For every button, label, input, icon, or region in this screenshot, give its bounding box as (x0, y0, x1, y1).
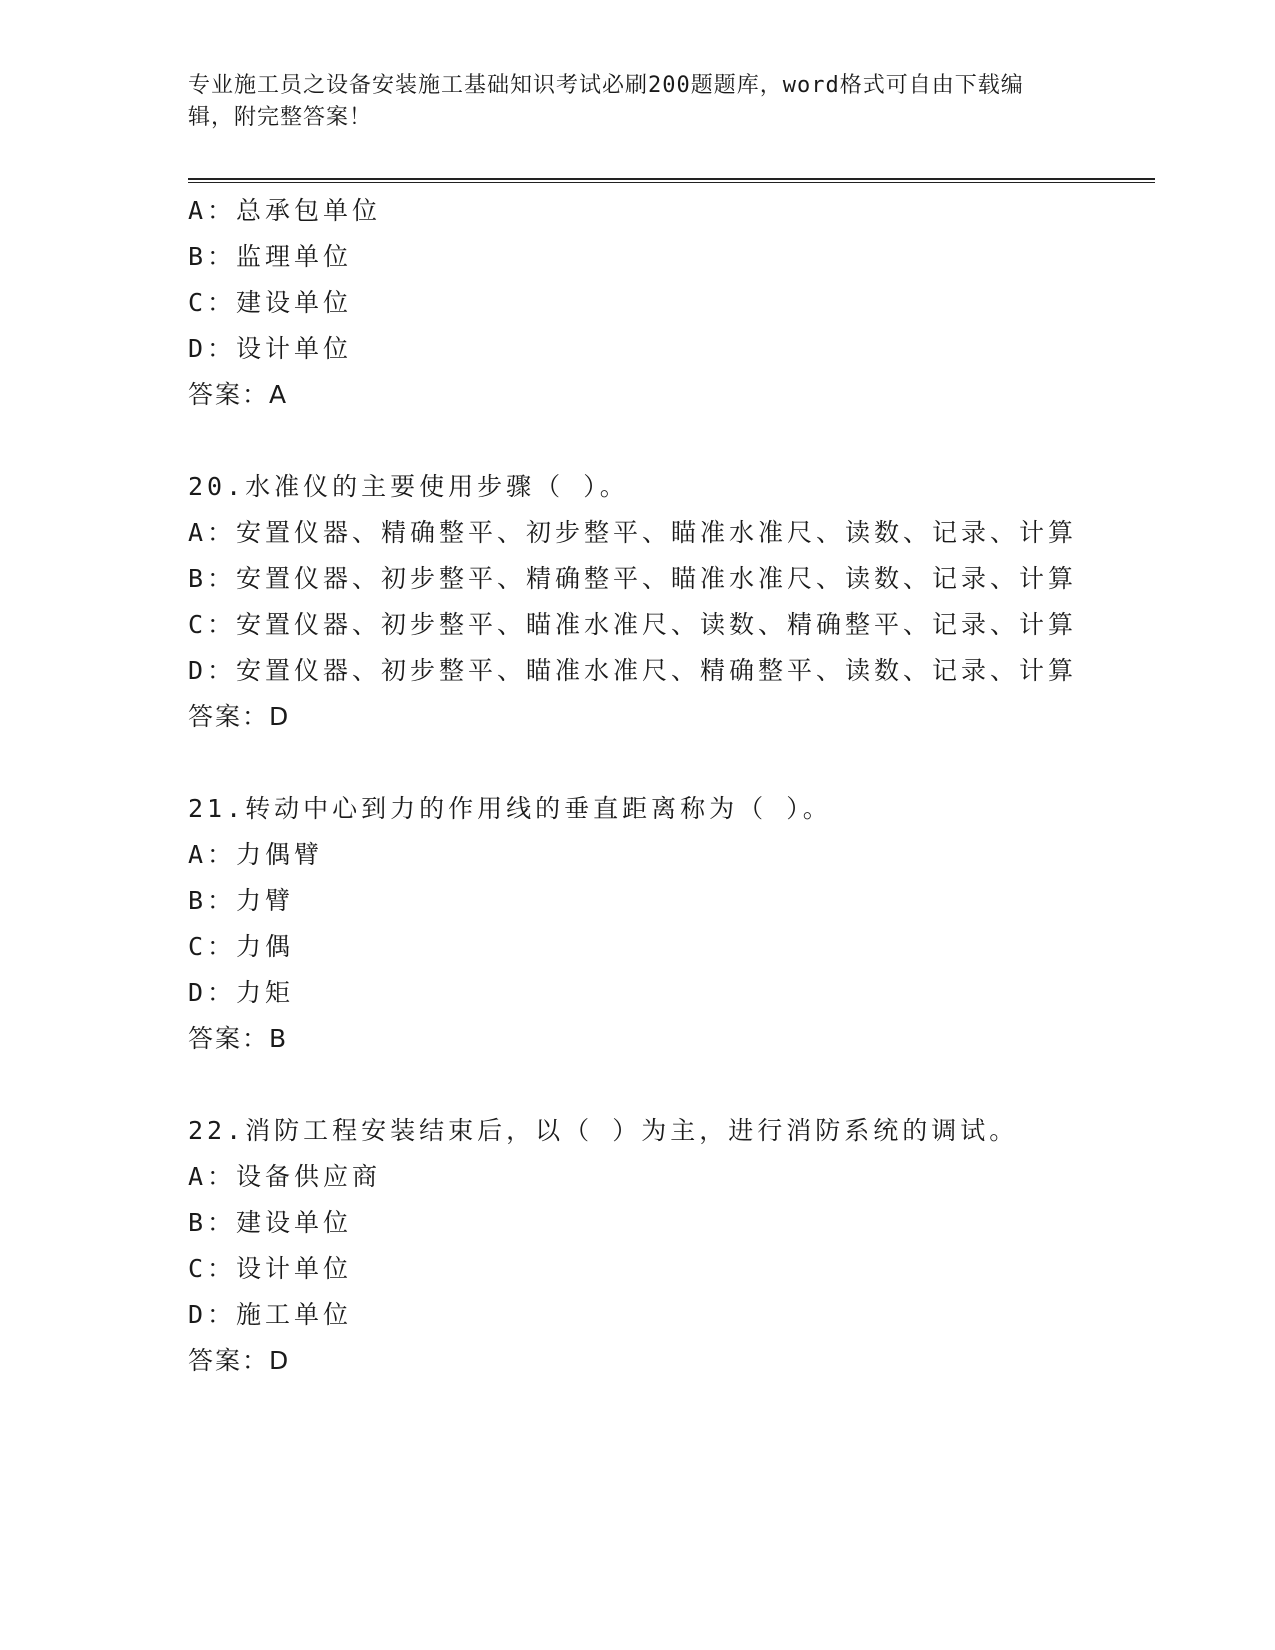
question-stem: 20.水准仪的主要使用步骤（ ）。 (188, 472, 629, 501)
answer-line: 答案：A (188, 380, 289, 409)
option-b: B：力臂 (188, 886, 295, 915)
answer-line: 答案：B (188, 1024, 289, 1053)
spacer (188, 1062, 1148, 1108)
option-d: D：施工单位 (188, 1300, 353, 1329)
question-stem: 21.转动中心到力的作用线的垂直距离称为（ ）。 (188, 794, 832, 823)
option-c: C：设计单位 (188, 1254, 353, 1283)
answer-line: 答案：D (188, 702, 291, 731)
option-d: D：设计单位 (188, 334, 353, 363)
question-stem: 22.消防工程安装结束后，以（ ）为主，进行消防系统的调试。 (188, 1116, 1019, 1145)
question-21 (188, 786, 1148, 1062)
option-a: A：设备供应商 (188, 1162, 382, 1191)
option-d: D：安置仪器、初步整平、瞄准水准尺、精确整平、读数、记录、计算 (188, 656, 1078, 685)
option-a: A：力偶臂 (188, 840, 324, 869)
question-19-continued (188, 188, 1148, 418)
option-b: B：建设单位 (188, 1208, 353, 1237)
question-22 (188, 1108, 1148, 1384)
option-b: B：安置仪器、初步整平、精确整平、瞄准水准尺、读数、记录、计算 (188, 564, 1078, 593)
option-b: B：监理单位 (188, 242, 353, 271)
option-c: C：建设单位 (188, 288, 353, 317)
document-title: 专业施工员之设备安装施工基础知识考试必刷200题题库，word格式可自由下载编辑，附完整答案！ (188, 73, 1024, 130)
option-a: A：安置仪器、精确整平、初步整平、瞄准水准尺、读数、记录、计算 (188, 518, 1078, 547)
option-d: D：力矩 (188, 978, 295, 1007)
header-divider (188, 178, 1155, 183)
question-list (188, 188, 1148, 1384)
option-a: A：总承包单位 (188, 196, 382, 225)
spacer (188, 740, 1148, 786)
question-20 (188, 464, 1148, 740)
option-c: C：安置仪器、初步整平、瞄准水准尺、读数、精确整平、记录、计算 (188, 610, 1078, 639)
page-header (188, 70, 1068, 134)
answer-line: 答案：D (188, 1346, 291, 1375)
option-c: C：力偶 (188, 932, 295, 961)
spacer (188, 418, 1148, 464)
